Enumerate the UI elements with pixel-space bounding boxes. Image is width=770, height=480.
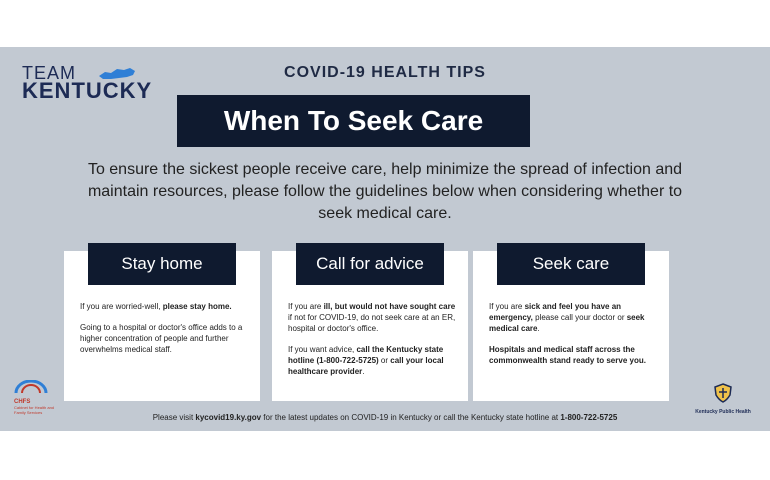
text: If you are worried-well, xyxy=(80,302,163,311)
text: . xyxy=(537,324,540,333)
card-paragraph: Going to a hospital or doctor's office adds to a higher concentration of people and further overwhelms medical staff. xyxy=(80,323,243,354)
footer-phone: 1-800-722-5725 xyxy=(560,413,618,422)
chfs-logo xyxy=(14,379,64,415)
card-heading: Seek care xyxy=(497,243,645,285)
brand-kentucky: KENTUCKY xyxy=(22,78,153,103)
text: if not for COVID-19, do not seek care at an ER, hospital or doctor's office. xyxy=(288,313,456,333)
card-paragraph xyxy=(288,301,458,334)
text: for the latest updates on COVID-19 in Kentucky or call the Kentucky state hotline at xyxy=(261,413,561,422)
chfs-arc-icon xyxy=(14,380,48,394)
card-paragraph xyxy=(489,344,659,366)
emphasis: seek medical care xyxy=(489,313,645,333)
kentucky-public-health-logo xyxy=(688,383,758,415)
health-tips-heading: COVID-19 HEALTH TIPS xyxy=(284,64,486,81)
card-body xyxy=(80,301,250,365)
card-paragraph xyxy=(80,301,250,312)
card-call-for-advice xyxy=(272,251,468,401)
emphasis: call the Kentucky state hotline (1-800-722-5725) xyxy=(288,345,444,365)
brand-team: TEAM xyxy=(22,63,77,83)
card-stay-home xyxy=(64,251,260,401)
emphasis: call your local healthcare provider xyxy=(288,356,444,376)
text: please call your doctor or xyxy=(532,313,627,322)
emphasis: Hospitals and medical staff across the commonwealth stand ready to serve you. xyxy=(489,345,646,365)
card-paragraph xyxy=(489,301,659,334)
card-heading: Call for advice xyxy=(296,243,444,285)
chfs-name: CHFS xyxy=(14,399,31,405)
text: If you want advice, xyxy=(288,345,357,354)
card-body xyxy=(489,301,659,376)
emphasis: sick and feel you have an emergency, xyxy=(489,302,622,322)
card-heading: Stay home xyxy=(88,243,236,285)
shield-icon xyxy=(714,383,732,403)
intro-text: To ensure the sickest people receive care, help minimize the spread of infection and maintain resources, please follow the guidelines below when considering whether to seek medical care. xyxy=(87,161,683,222)
text: . xyxy=(362,367,365,376)
text: or xyxy=(378,356,391,365)
emphasis: ill, but would not have sought care xyxy=(323,302,456,311)
card-body xyxy=(288,301,458,387)
footer-link[interactable]: kycovid19.ky.gov xyxy=(195,413,262,422)
text: Please visit xyxy=(152,413,196,422)
poster xyxy=(0,47,770,431)
title-banner xyxy=(177,95,530,147)
chfs-subtitle: Cabinet for Health and Family Services xyxy=(14,405,55,415)
page-title: When To Seek Care xyxy=(223,105,484,136)
footer-text xyxy=(0,413,770,422)
text: If you are xyxy=(489,302,525,311)
card-paragraph xyxy=(288,344,458,377)
card-seek-care xyxy=(473,251,669,401)
emphasis: please stay home. xyxy=(162,302,232,311)
text: If you are xyxy=(288,302,324,311)
kph-name: Kentucky Public Health xyxy=(695,409,751,415)
